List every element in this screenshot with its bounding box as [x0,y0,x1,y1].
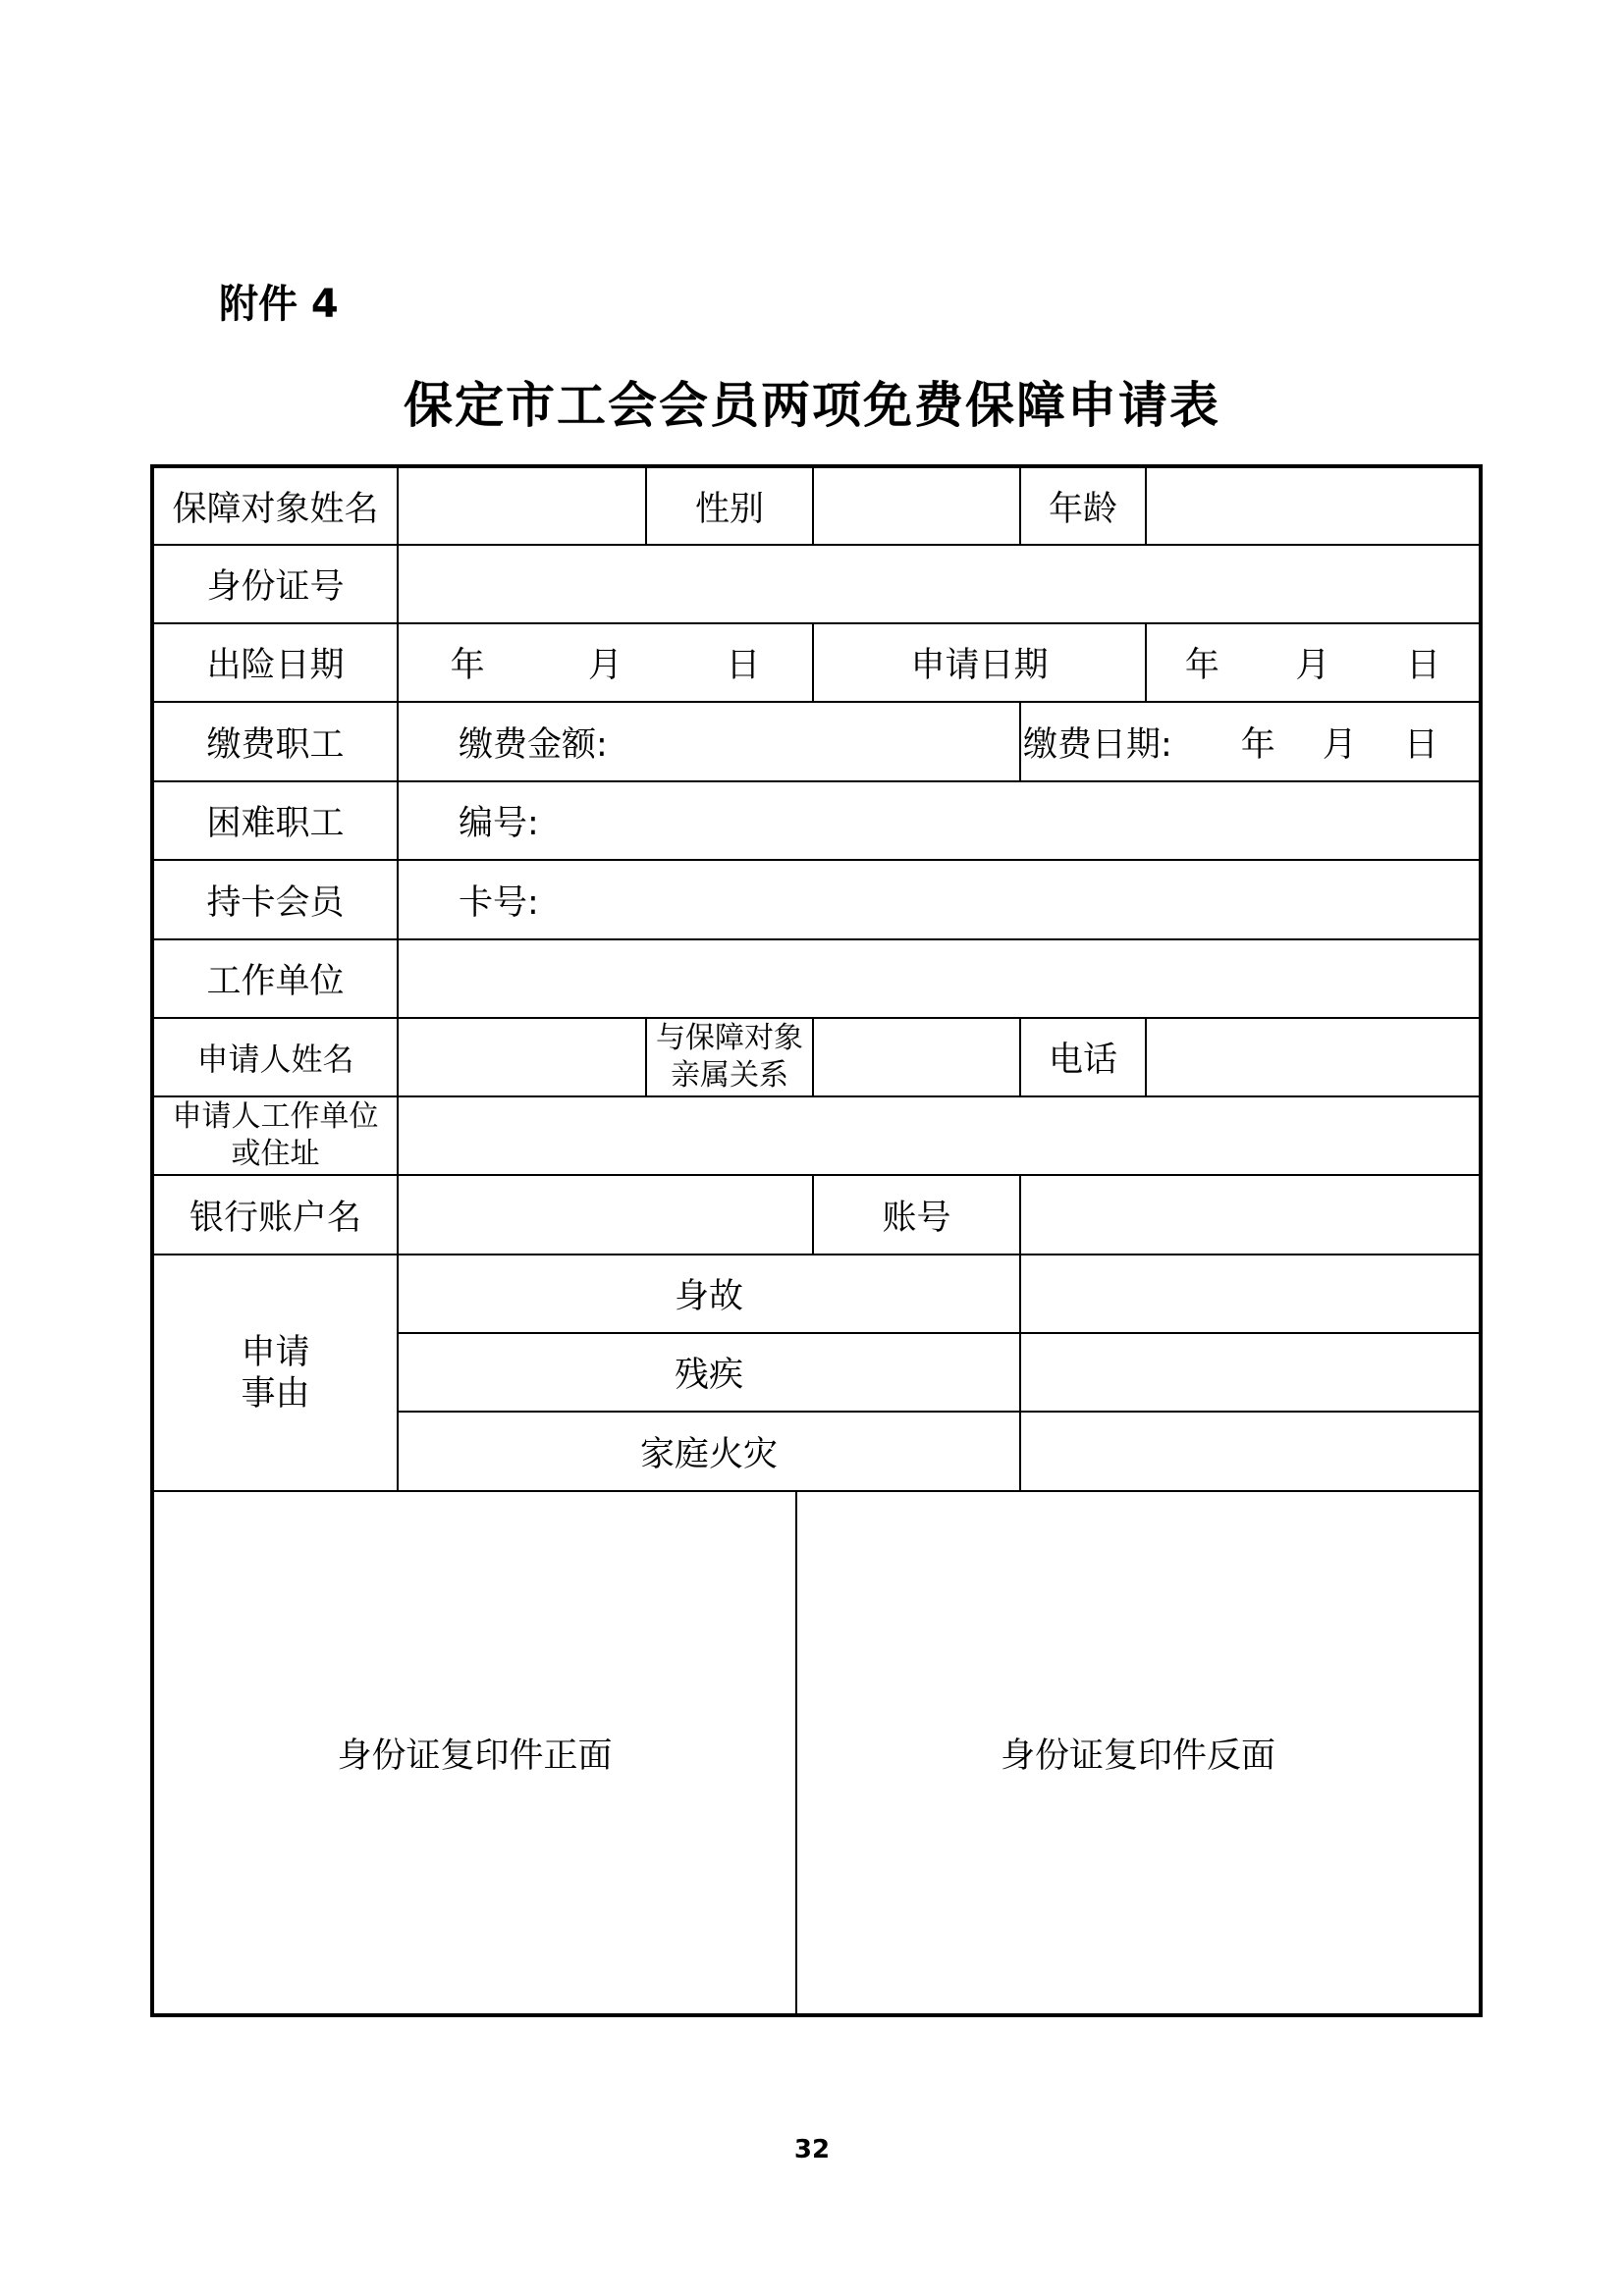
serial-number-label: 编号: [459,804,539,843]
paying-worker-label: 缴费职工 [206,724,345,765]
month-label: 月 [1322,724,1357,765]
reason-label: 申请 事由 [241,1332,310,1414]
bank-account-name-field[interactable] [399,1176,812,1254]
card-number-label: 卡号: [459,882,539,923]
id-number-field[interactable] [399,546,1479,622]
id-number-label: 身份证号 [206,567,345,607]
day-label: 日 [1406,646,1441,685]
reason-death-label: 身故 [674,1277,743,1316]
year-label: 年 [1184,646,1219,685]
age-field[interactable] [1147,468,1479,544]
reason-disability-label: 残疾 [674,1356,743,1395]
gender-field[interactable] [814,468,1019,544]
month-label: 月 [1295,646,1330,685]
page-title: 保定市工会会员两项免费保障申请表 [404,376,1220,434]
apply-date-label: 申请日期 [910,646,1049,685]
age-label: 年龄 [1048,489,1117,529]
insured-name-field[interactable] [399,468,645,544]
id-front-copy-area: 身份证复印件正面 [337,1735,613,1776]
applicant-name-label: 申请人姓名 [196,1041,354,1078]
card-member-label: 持卡会员 [206,882,345,923]
applicant-unit-label: 申请人工作单位 或住址 [172,1099,379,1171]
accident-date-field[interactable] [399,624,812,701]
bank-account-name-label: 银行账户名 [189,1198,361,1238]
hardship-worker-label: 困难职工 [206,804,345,843]
year-label: 年 [450,646,485,685]
applicant-name-field[interactable] [399,1019,645,1095]
insured-name-label: 保障对象姓名 [172,489,379,529]
work-unit-label: 工作单位 [206,962,345,1001]
pay-date-label: 缴费日期: [1023,724,1172,765]
reason-disability-field[interactable] [1021,1334,1479,1411]
relation-label: 与保障对象 亲属关系 [656,1021,803,1093]
gender-label: 性别 [694,489,764,529]
relation-field[interactable] [814,1019,1019,1095]
pay-date-field[interactable] [1023,703,1479,780]
year-label: 年 [1240,724,1275,765]
work-unit-field[interactable] [399,940,1479,1017]
reason-fire-label: 家庭火灾 [639,1434,778,1474]
phone-label: 电话 [1048,1041,1117,1080]
accident-date-label: 出险日期 [206,646,345,685]
attachment-label: 附件 4 [219,282,339,327]
pay-amount-label: 缴费金额: [459,724,608,765]
account-number-field[interactable] [1021,1176,1479,1254]
id-back-copy-area: 身份证复印件反面 [1000,1735,1275,1776]
applicant-unit-field[interactable] [399,1097,1479,1174]
apply-date-field[interactable] [1147,624,1479,701]
day-label: 日 [726,646,761,685]
month-label: 月 [587,646,623,685]
day-label: 日 [1403,724,1438,765]
phone-field[interactable] [1147,1019,1479,1095]
application-form-table [150,464,1483,2017]
reason-death-field[interactable] [1021,1255,1479,1332]
page-number: 32 [793,2135,831,2164]
reason-fire-field[interactable] [1021,1413,1479,1490]
account-number-label: 账号 [882,1198,951,1238]
